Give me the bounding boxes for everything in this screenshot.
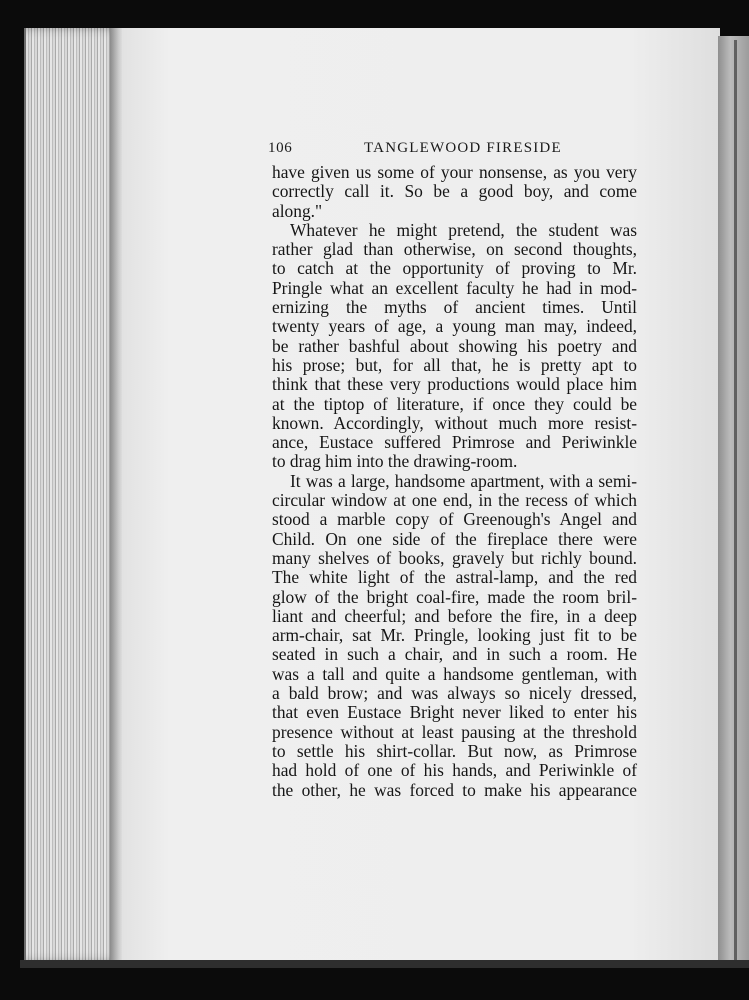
text-line: his prose; but, for all that, he is pretty apt to [272, 354, 637, 375]
text-line: stood a marble copy of Greenough's Angel and [272, 509, 637, 530]
text-line: think that these very productions would place him [272, 374, 637, 395]
text-line: many shelves of books, gravely but richly bound. [272, 547, 637, 568]
text-line: to catch at the opportunity of proving to Mr. [272, 258, 637, 279]
text-line: Whatever he might pretend, the student was [290, 219, 637, 240]
text-line: liant and cheerful; and before the fire, in a deep [272, 605, 637, 626]
text-line: at the tiptop of literature, if once they could be [272, 393, 637, 414]
text-line: rather glad than otherwise, on second thoughts, [272, 239, 637, 260]
running-title: TANGLEWOOD FIRESIDE [364, 140, 562, 156]
page-number: 106 [268, 140, 293, 156]
text-line: have given us some of your nonsense, as you very [272, 162, 637, 182]
text-line: be rather bashful about showing his poetry and [272, 335, 637, 356]
text-line: seated in such a chair, and in such a room. He [272, 644, 637, 665]
text-line: ernizing the myths of ancient times. Until [272, 297, 637, 318]
text-line: known. Accordingly, without much more resist- [272, 412, 637, 433]
text-line: correctly call it. So be a good boy, and come [272, 181, 637, 202]
text-line: presence without at least pausing at the threshold [272, 721, 637, 742]
text-line: to drag him into the drawing-room. [272, 451, 518, 472]
text-line: to settle his shirt-collar. But now, as Primrose [272, 740, 637, 761]
text-line: Child. On one side of the fireplace there were [272, 528, 637, 549]
text-line: glow of the bright coal-fire, made the room bril- [272, 586, 637, 607]
bottom-shadow [20, 960, 749, 968]
text-line: had hold of one of his hands, and Periwinkle of [272, 760, 637, 781]
text-line: The white light of the astral-lamp, and the red [272, 567, 637, 588]
text-line: Pringle what an excellent faculty he had in mod- [272, 277, 637, 298]
text-line: ance, Eustace suffered Primrose and Periwinkle [272, 432, 637, 453]
page-edges [24, 28, 124, 962]
text-line: a bald brow; and was always so nicely dressed, [272, 683, 637, 704]
text-line: arm-chair, sat Mr. Pringle, looking just fit to be [272, 625, 637, 646]
text-line: that even Eustace Bright never liked to enter his [272, 702, 637, 723]
text-line: circular window at one end, in the recess of which [272, 490, 637, 511]
text-line: along." [272, 200, 323, 221]
body-text [272, 163, 637, 800]
text-line: was a tall and quite a handsome gentleman, with [272, 663, 637, 684]
text-line: the other, he was forced to make his appearance [272, 779, 637, 800]
text-line: twenty years of age, a young man may, indeed, [272, 316, 637, 337]
text-line: It was a large, handsome apartment, with a semi- [290, 470, 637, 491]
right-edge-line [734, 40, 737, 960]
